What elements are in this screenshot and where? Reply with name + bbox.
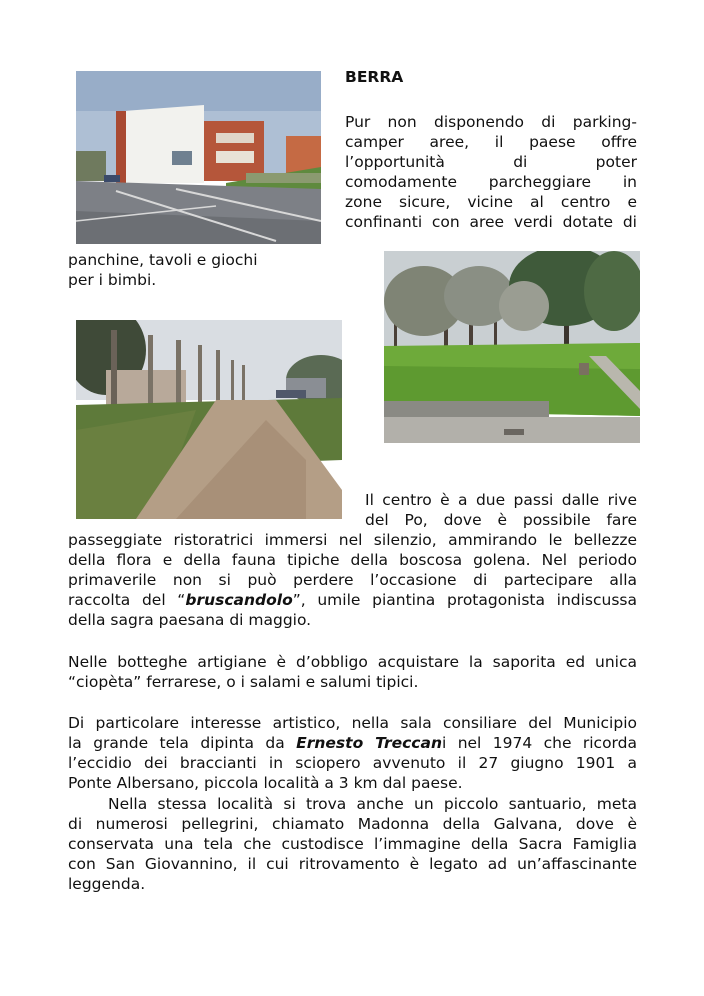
santuario-line: Nella stessa località si trova anche un piccolo santuario, meta — [108, 795, 637, 813]
intro-line: comodamente parcheggiare in — [345, 173, 637, 191]
artist-name: Ernesto Treccan — [296, 734, 442, 752]
parking-photo — [76, 71, 321, 244]
intro-line: Pur non disponendo di parking- — [345, 113, 637, 131]
centro-line: del Po, dove è possibile fare — [365, 511, 637, 529]
arte-line: Ponte Albersano, piccola località a 3 km dal paese. — [68, 774, 463, 792]
botteghe-line: “ciopèta” ferrarese, o i salami e salumi tipici. — [68, 673, 419, 691]
centro-line: passeggiate ristoratrici immersi nel silenzio, ammirando le bellezze — [68, 531, 637, 549]
intro-line: confinanti con aree verdi dotate di — [345, 213, 637, 231]
arte-line: Di particolare interesse artistico, nella sala consiliare del Municipio — [68, 714, 637, 732]
arte-line: la grande tela dipinta da Ernesto Treccani nel 1974 che ricorda — [68, 734, 637, 752]
avenue-photo — [76, 320, 342, 519]
centro-line: primaverile non si può perdere l’occasione di partecipare alla — [68, 571, 637, 589]
centro-line: Il centro è a due passi dalle rive — [365, 491, 637, 509]
page-title: BERRA — [345, 68, 404, 86]
intro-line: zone sicure, vicine al centro e — [345, 193, 637, 211]
intro-line: l’opportunità di poter — [345, 153, 637, 171]
botteghe-line: Nelle botteghe artigiane è d’obbligo acquistare la saporita ed unica — [68, 653, 637, 671]
centro-line: raccolta del “bruscandolo”, umile piantina protagonista indiscussa — [68, 591, 637, 609]
intro-line: panchine, tavoli e giochi — [68, 251, 258, 269]
arte-line: l’eccidio dei braccianti in sciopero avvenuto il 27 giugno 1901 a — [68, 754, 637, 772]
santuario-line: di numerosi pellegrini, chiamato Madonna della Galvana, dove è — [68, 815, 637, 833]
santuario-line: con San Giovannino, il cui ritrovamento è legato ad un’affascinante — [68, 855, 637, 873]
santuario-line: leggenda. — [68, 875, 146, 893]
intro-line: camper aree, il paese offre — [345, 133, 637, 151]
centro-line: della flora e della fauna tipiche della boscosa golena. Nel periodo — [68, 551, 637, 569]
centro-line: della sagra paesana di maggio. — [68, 611, 312, 629]
bruscandolo-term: bruscandolo — [185, 591, 293, 609]
intro-line: per i bimbi. — [68, 271, 157, 289]
park-photo — [384, 251, 640, 443]
santuario-line: conservata una tela che custodisce l’immagine della Sacra Famiglia — [68, 835, 637, 853]
